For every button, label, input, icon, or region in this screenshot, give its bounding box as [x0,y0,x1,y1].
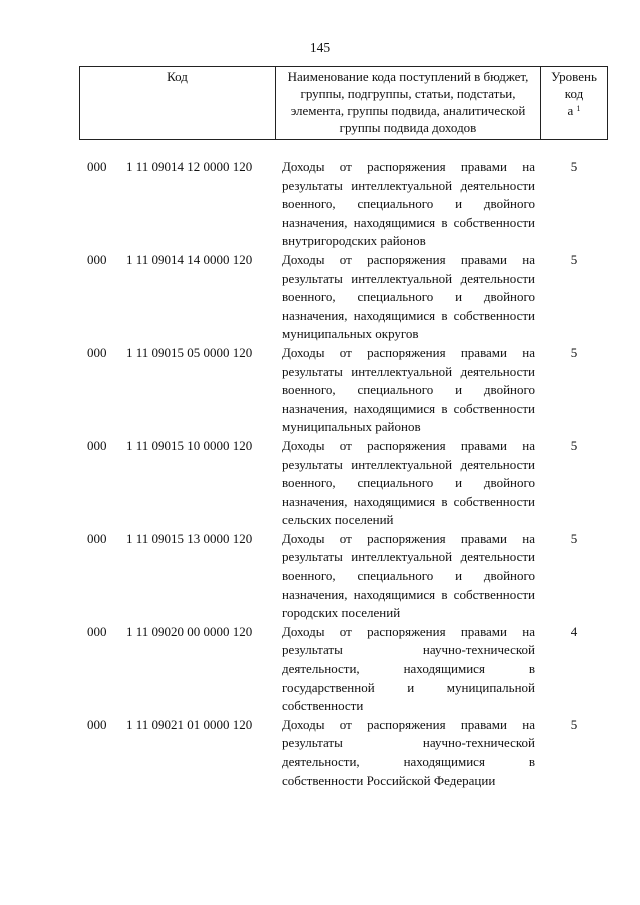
code-level: 5 [570,159,578,174]
admin-code: 000 [87,530,107,546]
table-body [0,158,640,790]
code-level: 5 [570,530,578,546]
revenue-name: Доходы от распоряжения правами на результаты интеллектуальной деятельности военного, специального и двойного назначения, находящимися в собственности муниципальных районов [282,344,535,435]
header-name: Наименование кода поступлений в бюджет, группы, подгруппы, статьи, подстатьи, элемента, группы подвида, аналитической группы подвида доходов [275,67,540,139]
revenue-code: 1 11 09014 14 0000 120 [126,251,253,267]
revenue-name: Доходы от распоряжения правами на результаты интеллектуальной деятельности военного, специального и двойного назначения, находящимися в собственности городских поселений [282,530,535,621]
admin-code: 000 [87,623,107,639]
table-row [0,623,640,716]
revenue-code: 1 11 09014 12 0000 120 [126,159,253,174]
code-level: 5 [570,344,578,360]
header-level-text: Уровень код [551,69,597,101]
revenue-code: 1 11 09021 01 0000 120 [126,716,253,732]
admin-code: 000 [87,251,107,267]
code-level: 4 [570,623,578,639]
revenue-name: Доходы от распоряжения правами на результаты научно-технической деятельности, находящимися в собственности Российской Федерации [282,716,535,788]
header-level-text-end: а [567,103,574,118]
admin-code: 000 [87,159,107,174]
code-level: 5 [570,437,578,453]
table-row [0,158,640,251]
revenue-code: 1 11 09015 10 0000 120 [126,437,253,453]
table-row [0,344,640,437]
revenue-name: Доходы от распоряжения правами на результаты интеллектуальной деятельности военного, специального и двойного назначения, находящимися в собственности сельских поселений [282,437,535,528]
code-level: 5 [570,716,578,732]
revenue-code: 1 11 09020 00 0000 120 [126,623,253,639]
admin-code: 000 [87,716,107,732]
revenue-code: 1 11 09015 13 0000 120 [126,530,253,546]
admin-code: 000 [87,344,107,360]
admin-code: 000 [87,437,107,453]
header-code: Код [167,69,188,84]
revenue-code: 1 11 09015 05 0000 120 [126,344,253,360]
table-row [0,530,640,623]
code-level: 5 [570,251,578,267]
table-header [79,66,608,140]
revenue-name: Доходы от распоряжения правами на результаты научно-технической деятельности, находящимися в государственной и муниципальной собственности [282,623,535,714]
table-row [0,251,640,344]
page-number: 145 [309,40,331,55]
table-row [0,716,640,790]
header-level [540,67,607,139]
table-row [0,437,640,530]
revenue-name: Доходы от распоряжения правами на результаты интеллектуальной деятельности военного, специального и двойного назначения, находящимися в собственности внутригородских районов [282,159,535,249]
revenue-name: Доходы от распоряжения правами на результаты интеллектуальной деятельности военного, специального и двойного назначения, находящимися в собственности муниципальных округов [282,251,535,342]
header-level-footnote: 1 [576,104,581,113]
